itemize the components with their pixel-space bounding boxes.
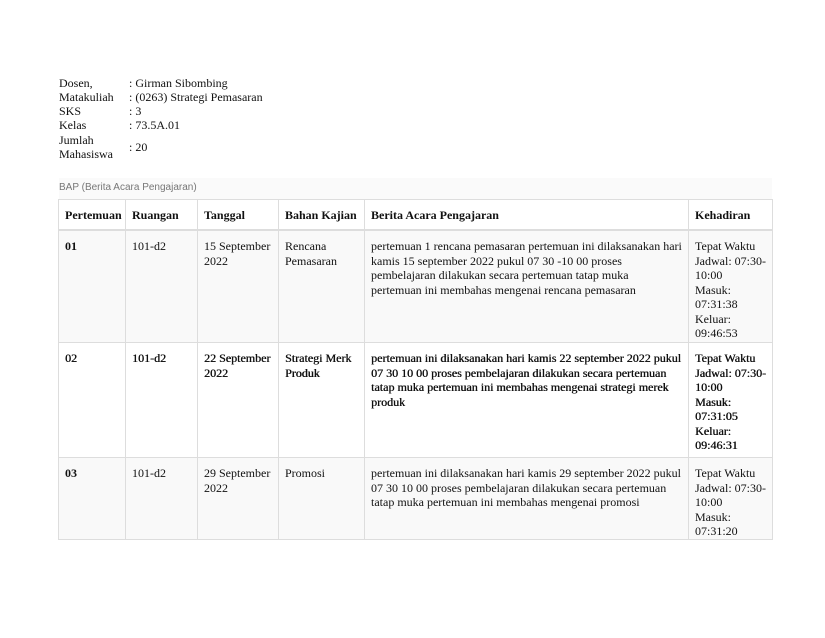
- header-kehadiran: Kehadiran: [689, 200, 773, 231]
- table-row: [59, 458, 773, 540]
- cell-kehadiran: [689, 230, 773, 343]
- cell-berita-acara: pertemuan ini dilaksanakan hari kamis 22 september 2022 pukul 07 30 10 00 proses pembelajaran dilakukan secara pertemuan tatap muka pertemuan ini membahas mengenai strategi merek produk: [365, 343, 689, 458]
- cell-bahan-kajian: Rencana Pemasaran: [279, 230, 365, 343]
- cell-tanggal: 15 September 2022: [198, 230, 279, 343]
- kehadiran-jadwal: Jadwal: 07:30-10:00: [695, 253, 766, 282]
- cell-berita-acara: pertemuan ini dilaksanakan hari kamis 29 september 2022 pukul 07 30 10 00 proses pembelajaran dilakukan secara pertemuan tatap muka pertemuan ini membahas mengenai promosi: [365, 458, 689, 540]
- info-value: : (0263) Strategi Pemasaran: [129, 90, 263, 104]
- cell-pertemuan: 02: [59, 343, 126, 458]
- info-value: : 20: [129, 140, 148, 154]
- info-label: Kelas: [59, 118, 87, 132]
- kehadiran-status: Tepat Waktu: [695, 466, 756, 480]
- cell-ruangan: 101-d2: [126, 343, 198, 458]
- kehadiran-jadwal: Jadwal: 07:30-10:00: [695, 365, 766, 394]
- cell-kehadiran: [689, 458, 773, 540]
- cell-bahan-kajian: Strategi Merk Produk: [279, 343, 365, 458]
- info-value: : 3: [129, 104, 142, 118]
- info-value: : 73.5A.01: [129, 118, 180, 132]
- kehadiran-masuk: Masuk: 07:31:05: [695, 394, 738, 423]
- info-row-kelas: [59, 118, 263, 132]
- cell-pertemuan: 01: [59, 230, 126, 343]
- cell-ruangan: 101-d2: [126, 230, 198, 343]
- info-label: Jumlah Mahasiswa: [59, 133, 113, 161]
- info-value: : Girman Sibombing: [129, 76, 228, 90]
- kehadiran-status: Tepat Waktu: [695, 351, 756, 365]
- kehadiran-keluar: Keluar: 09:46:31: [695, 423, 738, 452]
- info-label: Dosen,: [59, 76, 93, 90]
- cell-berita-acara: pertemuan 1 rencana pemasaran pertemuan ini dilaksanakan hari kamis 15 september 2022 pukul 07 30 -10 00 proses pembelajaran dilakukan secara pertemuan tatap muka pertemuan ini membahas mengenai rencana pemasaran: [365, 230, 689, 343]
- header-pertemuan: Pertemuan: [59, 200, 126, 231]
- info-row-matakuliah: [59, 90, 263, 104]
- course-info-table: [59, 76, 263, 162]
- table-row: [59, 230, 773, 343]
- cell-ruangan: 101-d2: [126, 458, 198, 540]
- table-row: [59, 343, 773, 458]
- info-label: SKS: [59, 104, 82, 118]
- cell-pertemuan: 03: [59, 458, 126, 540]
- info-row-jumlah-mahasiswa: [59, 132, 263, 162]
- cell-tanggal: 29 September 2022: [198, 458, 279, 540]
- header-berita-acara: Berita Acara Pengajaran: [365, 200, 689, 231]
- cell-tanggal: 22 September 2022: [198, 343, 279, 458]
- header-ruangan: Ruangan: [126, 200, 198, 231]
- header-tanggal: Tanggal: [198, 200, 279, 231]
- bap-title: BAP (Berita Acara Pengajaran): [59, 182, 197, 193]
- kehadiran-status: Tepat Waktu: [695, 239, 756, 253]
- bap-header-row: [59, 200, 773, 231]
- kehadiran-masuk: Masuk: 07:31:20: [695, 509, 738, 538]
- kehadiran-keluar: Keluar: 09:46:53: [695, 311, 738, 340]
- info-row-sks: [59, 104, 263, 118]
- bap-table: [58, 199, 773, 540]
- info-row-dosen: [59, 76, 263, 90]
- kehadiran-jadwal: Jadwal: 07:30-10:00: [695, 480, 766, 509]
- cell-kehadiran: [689, 343, 773, 458]
- cell-bahan-kajian: Promosi: [279, 458, 365, 540]
- info-label: Matakuliah: [59, 90, 114, 104]
- kehadiran-masuk: Masuk: 07:31:38: [695, 282, 738, 311]
- header-bahan-kajian: Bahan Kajian: [279, 200, 365, 231]
